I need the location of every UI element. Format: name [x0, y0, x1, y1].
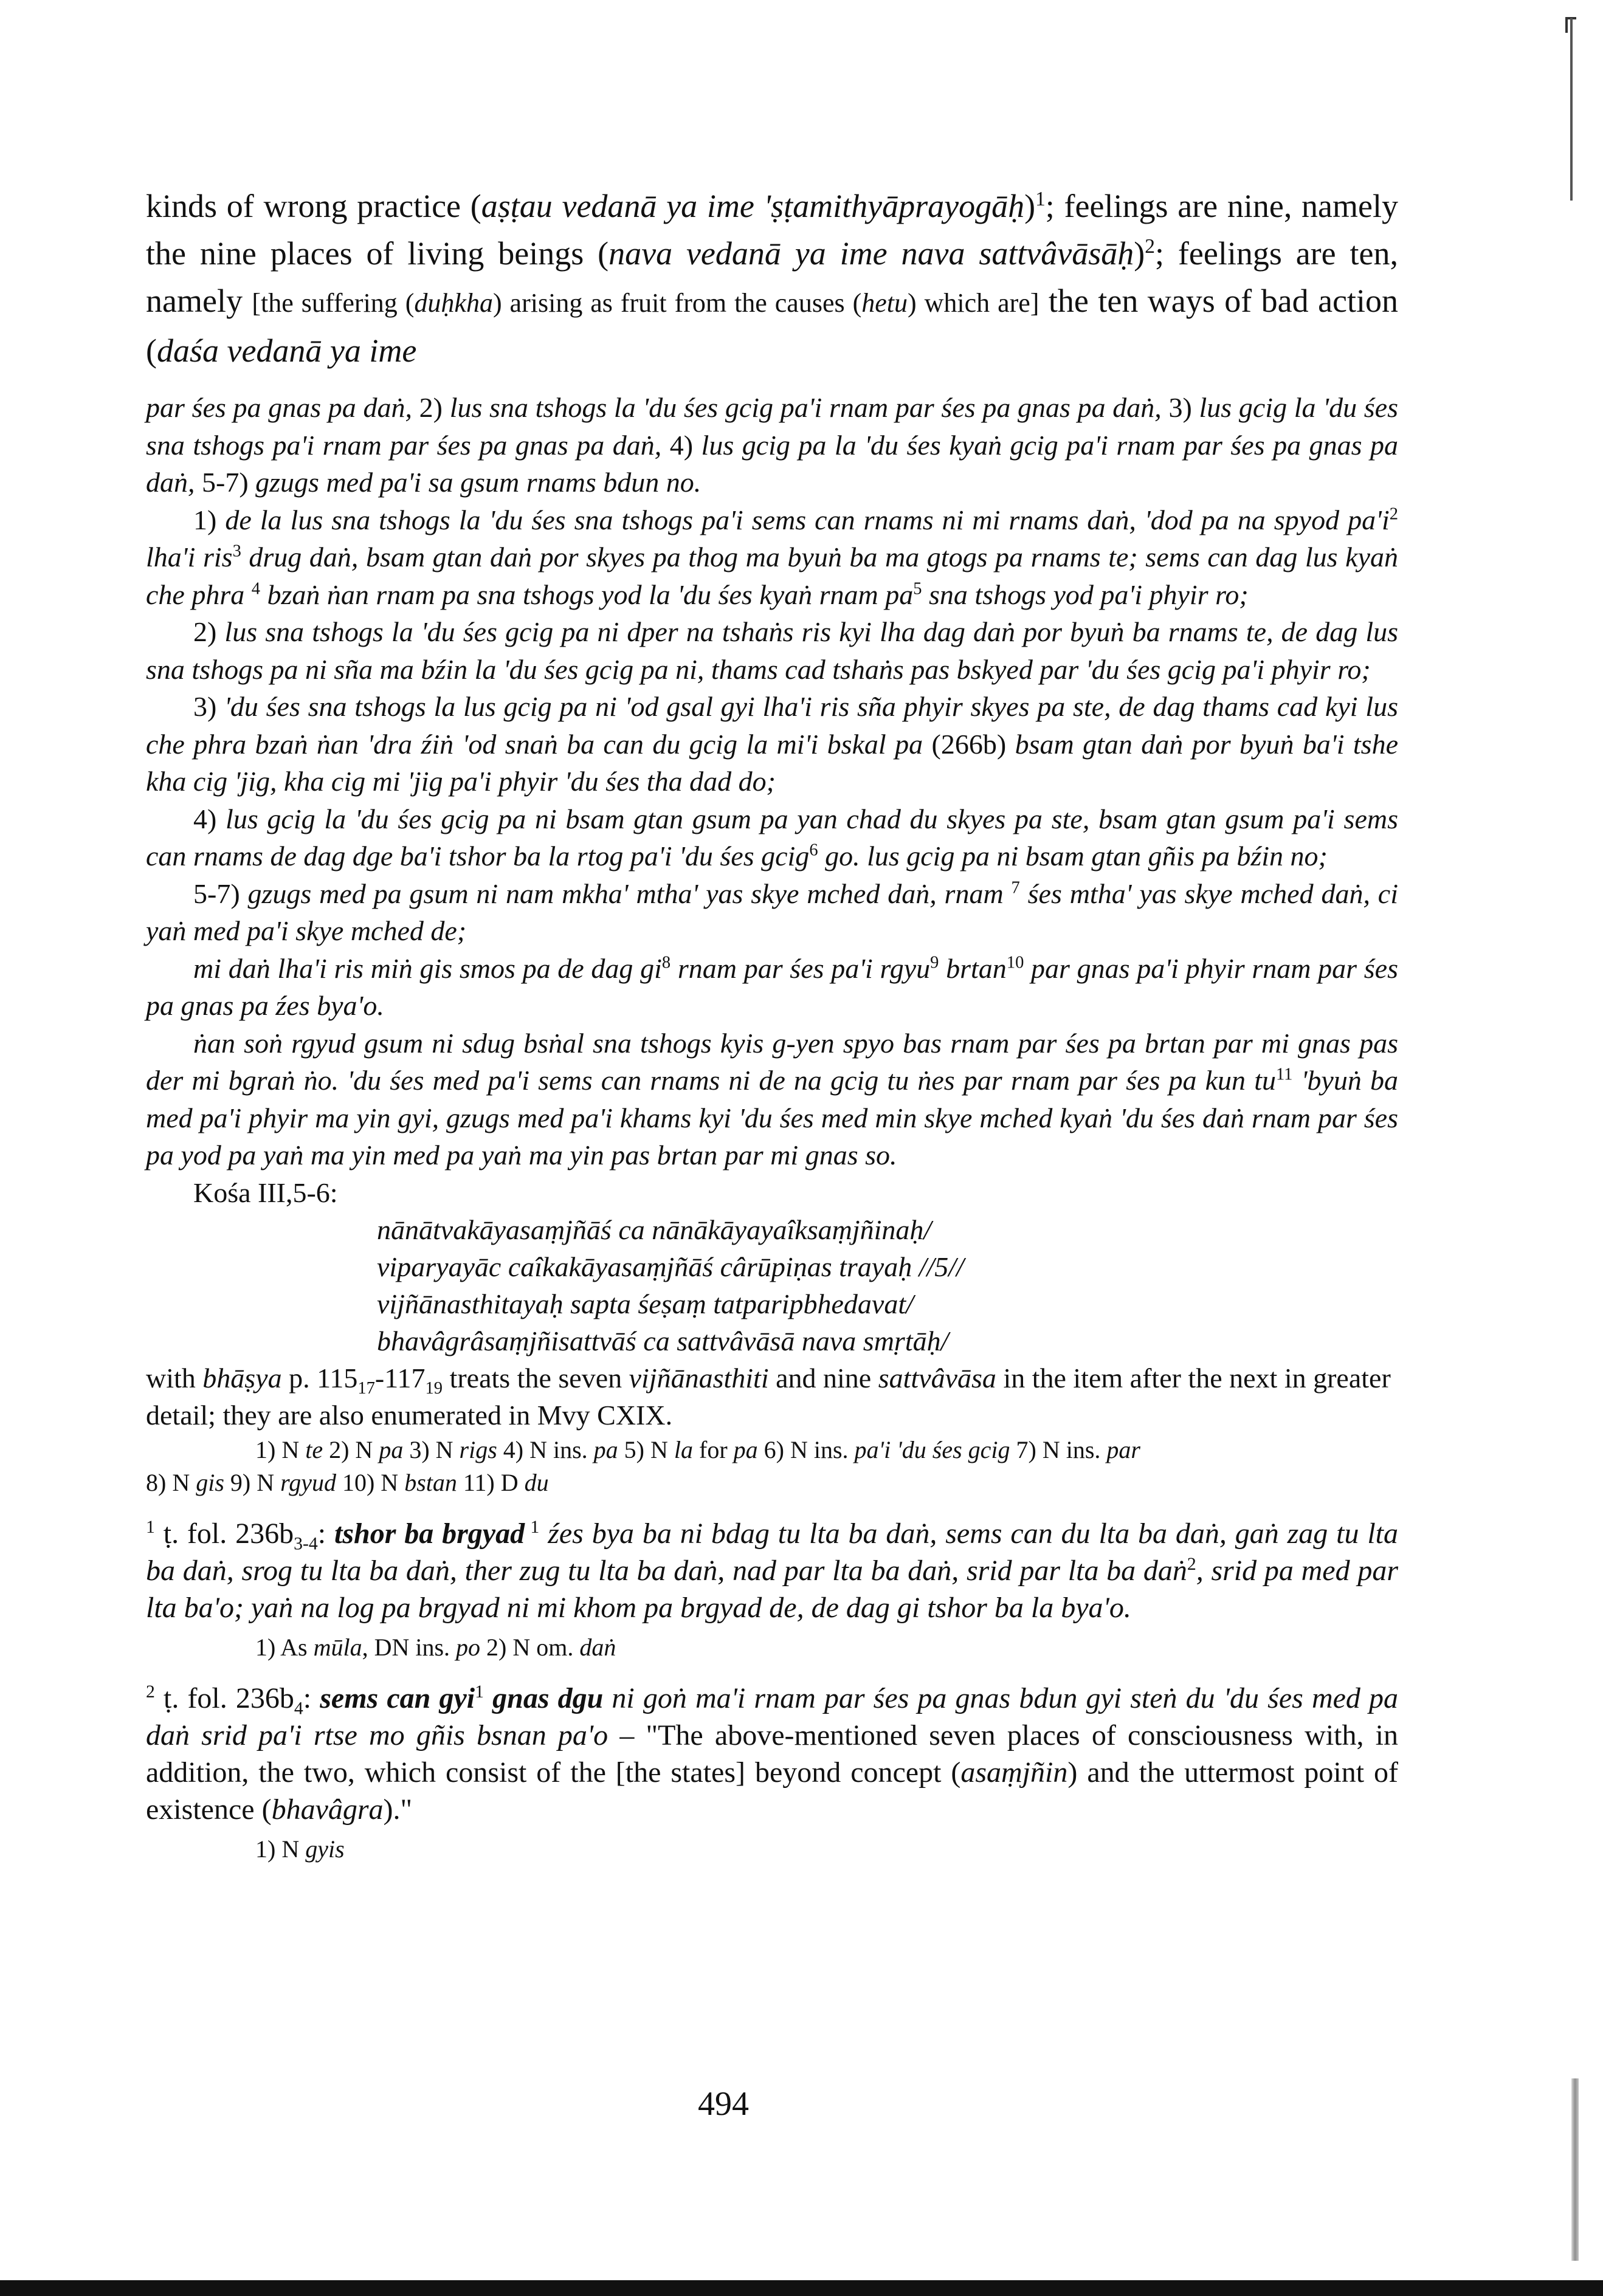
page-content	[146, 182, 1398, 1866]
footnote-2-variants: 1) N gyis	[255, 1835, 345, 1863]
commentary-para-5: 5-7) gzugs med pa gsum ni nam mkha' mtha' yas skye mched daṅ, rnam $^7$ śes mtha' yas skye mched daṅ, ci yaṅ med pa'i skye mched de;	[146, 878, 1398, 946]
verse-line: nānātvakāyasaṃjñāś ca nānākāyayaîksaṃjñinaḥ/	[377, 1214, 932, 1245]
commentary-para-2: 2) lus sna tshogs la 'du śes gcig pa ni dper na tshaṅs ris kyi lha dag daṅ por byuṅ ba rnams te, de dag lus sna tshogs pa ni sña ma bźin la 'du śes gcig pa ni, thams cad tshaṅs pas bskyed par 'du śes gcig pa'i phyir ro;	[146, 616, 1398, 685]
footnote-1-variants: 1) As mūla, DN ins. po 2) N om. daṅ	[255, 1633, 616, 1661]
verse-line: bhavâgrâsaṃjñisattvāś ca sattvâvāsā nava smṛtāḥ/	[377, 1325, 949, 1356]
main-text-paragraph: kinds of wrong practice (aṣṭau vedanā ya ime 'ṣṭamithyāprayogāḥ)$^1$; feelings are nine, namely the nine places of living beings (nava vedanā ya ime nava sattvâvāsāḥ)$^2$; feelings are ten, namely [the suffering (duḥkha) arising as fruit from the causes (hetu) which are] the ten ways of bad action (daśa vedanā ya ime	[146, 188, 1399, 369]
variant-readings: 1) N te 2) N pa 3) N rigs 4) N ins. pa 5) N la for pa 6) N ins. pa'i 'du śes gcig 7) N ins. par	[255, 1435, 1140, 1463]
commentary-line-0: par śes pa gnas pa daṅ, 2) lus sna tshogs la 'du śes gcig pa'i rnam par śes pa gnas pa daṅ, 3) lus gcig la 'du śes sna tshogs pa'i rnam par śes pa gnas pa daṅ, 4) lus gcig pa la 'du śes kyaṅ gcig pa'i rnam par śes pa gnas pa daṅ, 5-7) gzugs med pa'i sa gsum rnams bdun no.	[146, 392, 1399, 498]
page-number: 494	[698, 2085, 749, 2123]
commentary-para-6: mi daṅ lha'i ris miṅ gis smos pa de dag $gi^8$ rnam par śes pa'i rgyu$^9$ brtan$^{10}$ par gnas pa'i phyir rnam par śes pa gnas pa źes bya'o.	[146, 952, 1398, 1021]
kosa-reference: Kośa III,5-6:	[193, 1177, 338, 1208]
commentary-para-4: 4) lus gcig la 'du śes gcig pa ni bsam gtan gsum pa yan chad du skyes pa ste, bsam gtan gsum pa'i sems can rnams de dag dge ba'i tshor ba la rtog pa'i 'du śes gcig$^6$ go. lus gcig pa ni bsam gtan gñis pa bźin no;	[146, 803, 1398, 871]
verse-line: viparyayāc caîkakāyasaṃjñāś cârūpiṇas trayaḥ //5//	[377, 1251, 964, 1282]
verse-line: vijñānasthitayaḥ sapta śeṣaṃ tatparipbhedavat/	[377, 1288, 914, 1319]
scan-edge-shadow	[1571, 2078, 1579, 2261]
scan-edge-line	[1570, 18, 1573, 201]
footnote-1: $^1$ ṭ. fol. $236b_{3-4}$: tshor ba brgyad $^1$ źes bya ba ni bdag tu lta ba daṅ, sems can du lta ba daṅ, gaṅ zag tu lta ba daṅ, srog tu lta ba daṅ, ther zug tu lta ba daṅ, nad par lta ba daṅ, srid par lta ba daṅ$^2$, srid pa med par lta ba'o; yaṅ na log pa brgyad ni mi khom pa brgyad de, de dag gi tshor ba la bya'o.	[146, 1516, 1399, 1624]
scan-bottom-border	[0, 2280, 1603, 2296]
bhasya-note: with bhāṣya p. $115_{17}-117_{19}$ treats the seven vijñānasthiti and nine sattvâvāsa in the item after the next in greater detail; they are also enumerated in Mvy CXIX.	[146, 1362, 1391, 1431]
commentary-para-3: 3) 'du śes sna tshogs la lus gcig pa ni 'od gsal gyi lha'i ris sña phyir skyes pa ste, de dag thams cad kyi lus che phra bzaṅ ṅan 'dra źiṅ 'od snaṅ ba can du gcig la mi'i bskal pa (266b) bsam gtan daṅ por byuṅ ba'i tshe kha cig 'jig, kha cig mi 'jig pa'i phyir 'du śes tha dad do;	[146, 691, 1398, 797]
commentary-para-1: 1) de la lus sna tshogs la 'du śes sna tshogs pa'i sems can rnams ni mi rnams daṅ, 'dod pa na spyod $pa'i^2$ lha'i ris$^3$ drug daṅ, bsam gtan daṅ por skyes pa thog ma byuṅ ba ma gtogs pa rnams te; sems can dag lus kyaṅ che phra $^4$ bzaṅ ṅan rnam pa sna tshogs yod la 'du śes kyaṅ rnam $pa^5$ sna tshogs yod pa'i phyir ro;	[146, 504, 1398, 610]
variant-readings-cont: 8) N gis 9) N rgyud 10) N bstan 11) D du	[146, 1468, 549, 1496]
footnote-2: $^2$ ṭ. fol. $236b_4$: sems can gyi$^1$ gnas dgu ni goṅ ma'i rnam par śes pa gnas bdun gyi steṅ du 'du śes med pa daṅ srid pa'i rtse mo gñis bsnan pa'o – "The above-mentioned seven places of consciousness with, in addition, the two, which consist of the [the states] beyond concept (asaṃjñin) and the uttermost point of existence (bhavâgra)."	[146, 1681, 1399, 1826]
commentary-para-7: ṅan soṅ rgyud gsum ni sdug bsṅal sna tshogs kyis g-yen spyo bas rnam par śes pa brtan par mi gnas pas der mi bgraṅ ṅo. 'du śes med pa'i sems can rnams ni de na gcig tu ṅes par rnam par śes pa kun $tu^{11}$ 'byuṅ ba med pa'i phyir ma yin gyi, gzugs med pa'i khams kyi 'du śes med min skye mched kyaṅ 'du śes daṅ rnam par śes pa yod pa yaṅ ma yin med pa yaṅ ma yin pas brtan par mi gnas so.	[146, 1027, 1398, 1170]
